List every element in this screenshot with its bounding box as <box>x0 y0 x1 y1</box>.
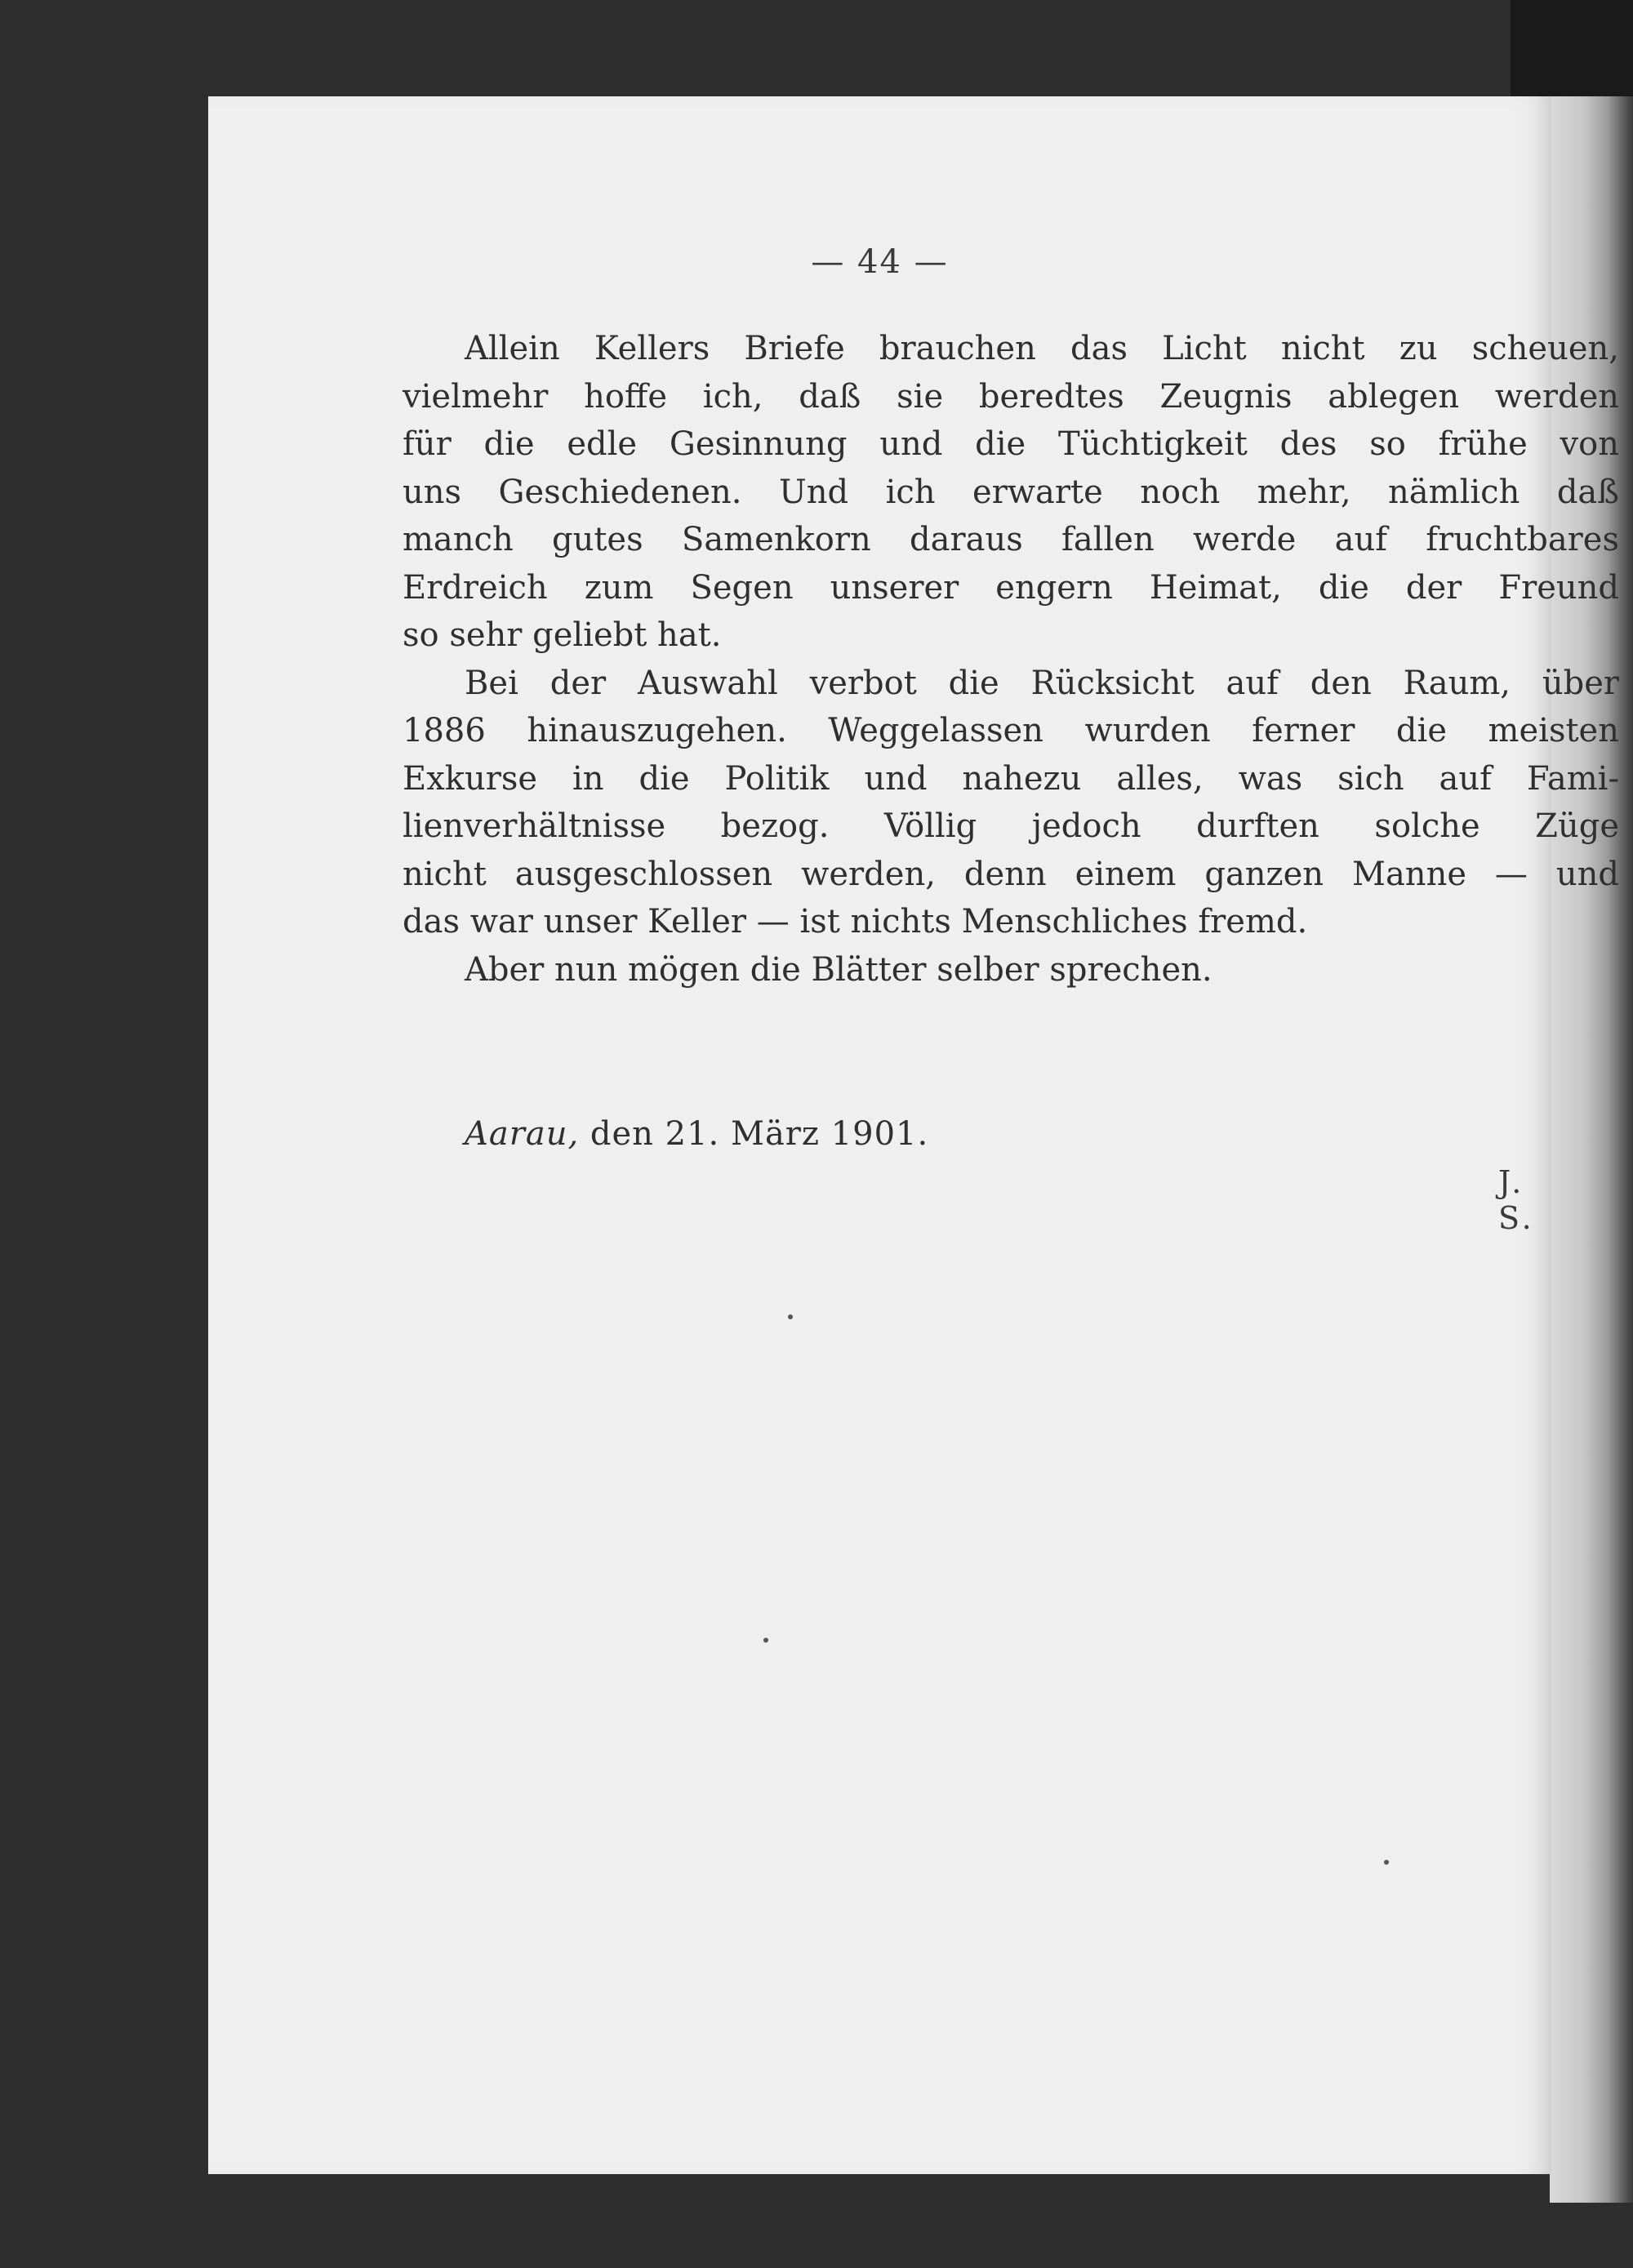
text-line: nicht ausgeschlossen werden, denn einem ganzen Manne — und <box>403 855 1619 893</box>
date-text: den 21. März 1901. <box>579 1115 929 1153</box>
text-line: lienverhältnisse bezog. Völlig jedoch durften solche Züge <box>403 807 1619 845</box>
page-number: — 44 — <box>811 243 949 281</box>
scan-border <box>1511 0 1633 96</box>
text-line: 1886 hinauszugehen. Weggelassen wurden ferner die meisten <box>403 712 1619 749</box>
text-line: manch gutes Samenkorn daraus fallen werde auf fruchtbares <box>403 521 1619 558</box>
text-line: für die edle Gesinnung und die Tüchtigkeit des so frühe von <box>403 425 1619 463</box>
book-page <box>208 96 1619 2174</box>
text-line: Bei der Auswahl verbot die Rücksicht auf den Raum, über <box>465 664 1619 702</box>
body-text <box>403 325 1619 994</box>
signature-initials: J. S. <box>1498 1164 1535 1236</box>
scan-speck <box>1384 1860 1389 1865</box>
text-line: uns Geschiedenen. Und ich erwarte noch mehr, nämlich daß <box>403 473 1619 511</box>
scan-speck <box>788 1314 793 1319</box>
text-line: vielmehr hoffe ich, daß sie beredtes Zeugnis ablegen werden <box>403 377 1619 416</box>
text-line: Exkurse in die Politik und nahezu alles, was sich auf Fami- <box>403 759 1619 798</box>
text-line: so sehr geliebt hat. <box>403 616 722 654</box>
date-place: Aarau, <box>465 1115 580 1153</box>
date-line <box>465 1115 928 1153</box>
text-line: Erdreich zum Segen unserer engern Heimat, die der Freund <box>403 568 1619 607</box>
text-line: Aber nun mögen die Blätter selber sprechen. <box>465 950 1213 989</box>
text-line: Allein Kellers Briefe brauchen das Licht nicht zu scheuen, <box>465 330 1619 367</box>
text-line: das war unser Keller — ist nichts Menschliches fremd. <box>403 903 1308 941</box>
scan-speck <box>763 1638 768 1643</box>
